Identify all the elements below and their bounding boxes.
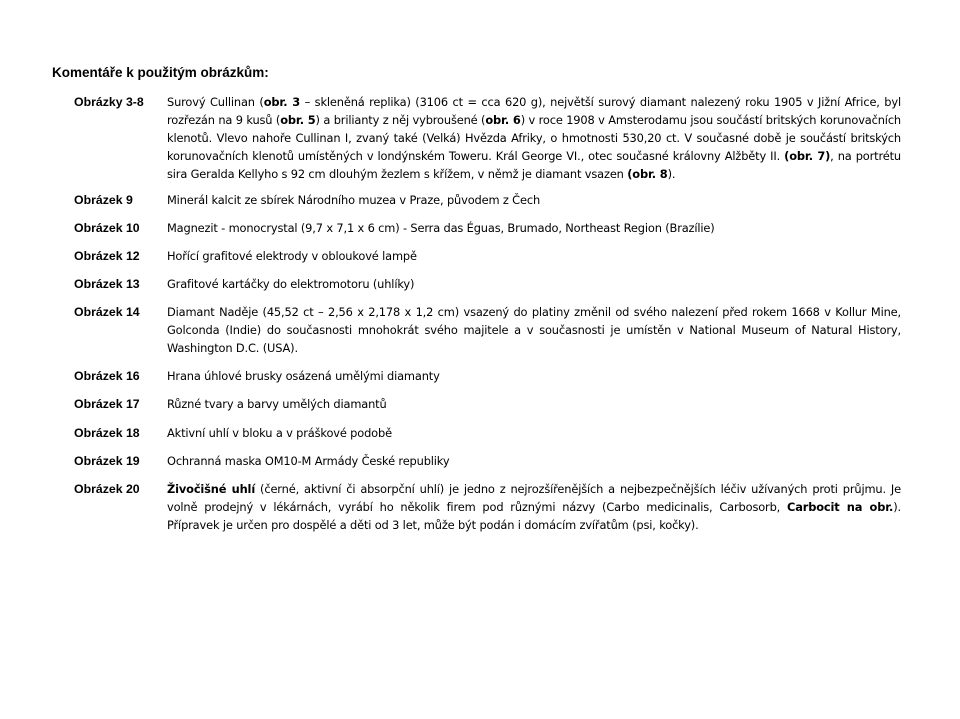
figure-label: Obrázek 14: [74, 305, 140, 319]
figure-label: Obrázek 13: [74, 277, 140, 291]
figure-description: [167, 93, 901, 183]
figure-ref: obr. 6: [485, 113, 521, 127]
text-segment: Hrana úhlové brusky osázená umělými diamanty: [167, 369, 440, 383]
page-title: Komentáře k použitým obrázkům:: [52, 65, 269, 80]
figure-description: [167, 219, 901, 237]
text-segment: , na portrétu sira Geralda Kellyho s 92 cm dlouhým žezlem s křížem, v němž je diamant vsazen: [167, 149, 901, 181]
figure-label: Obrázek 19: [74, 454, 140, 468]
text-segment: Diamant Naděje (45,52 ct – 2,56 x 2,178 x 1,2 cm) vsazený do platiny změnil od svého nalezení před rokem 1668 v Kollur Mine, Golconda (Indie) do současnosti mnohokrát svého majitele a v současnosti je umístěn v National Museum of Natural History, Washington D.C. (USA).: [167, 305, 901, 355]
text-segment: Hořící grafitové elektrody v obloukové lampě: [167, 249, 417, 263]
text-segment: ) a brilianty z něj vybroušené (: [315, 113, 486, 127]
figure-label: Obrázek 9: [74, 193, 133, 207]
figure-ref: (obr. 7): [784, 149, 831, 163]
text-segment: ).: [667, 167, 676, 181]
figure-description: [167, 191, 901, 209]
text-segment: Surový Cullinan (: [167, 95, 264, 109]
figure-label: Obrázek 20: [74, 482, 140, 496]
figure-description: [167, 247, 901, 265]
figure-description: [167, 367, 901, 385]
figure-label: Obrázek 16: [74, 369, 140, 383]
product-name: Živočišné uhlí: [167, 482, 256, 496]
figure-label: Obrázek 17: [74, 397, 140, 411]
figure-description: [167, 275, 901, 293]
figure-description: [167, 424, 901, 442]
text-segment: Grafitové kartáčky do elektromotoru (uhlíky): [167, 277, 415, 291]
text-segment: Magnezit - monocrystal (9,7 x 7,1 x 6 cm) - Serra das Éguas, Brumado, Northeast Region (Brazílie): [167, 221, 715, 235]
figure-label: Obrázek 18: [74, 426, 140, 440]
figure-description: [167, 303, 901, 357]
figure-label: Obrázek 10: [74, 221, 140, 235]
text-segment: (černé, aktivní či absorpční uhlí) je jedno z nejrozšířenějších a nejbezpečnějších léčiv užívaných proti průjmu. Je volně prodejný v lékárnách, vyrábí ho několik firem pod různými názvy (Carbo medicinalis, Carbosorb,: [167, 482, 902, 514]
text-segment: – skleněná replika) (3106 ct = cca 620 g), největší surový diamant nalezený roku 1905 v Jižní Africe, byl rozřezán na 9 kusů (: [167, 95, 901, 127]
text-segment: ) v roce 1908 v Amsterodamu jsou součástí britských korunovačních klenotů. Vlevo nahoře Cullinan I, zvaný také (Velká) Hvězda Afriky, o hmotnosti 530,20 ct. V současné době je součástí britských korunovačních klenotů umístěných v londýnském Toweru. Král George VI., otec současné královny Alžběty II.: [167, 113, 901, 163]
text-segment: ). Přípravek je určen pro dospělé a děti od 3 let, může být podán i domácím zvířatům (psi, kočky).: [167, 500, 901, 532]
text-segment: Minerál kalcit ze sbírek Národního muzea v Praze, původem z Čech: [167, 193, 541, 207]
figure-description: [167, 395, 901, 413]
text-segment: Různé tvary a barvy umělých diamantů: [167, 397, 387, 411]
figure-label: Obrázek 12: [74, 249, 140, 263]
figure-description: [167, 452, 901, 470]
figure-ref: Carbocit na obr.: [787, 500, 894, 514]
figure-ref: obr. 3: [263, 95, 301, 109]
figure-description: [167, 480, 901, 534]
figure-label: Obrázky 3-8: [74, 95, 144, 109]
text-segment: Ochranná maska OM10-M Armády České republiky: [167, 454, 450, 468]
figure-ref: (obr. 8: [627, 167, 668, 181]
text-segment: Aktivní uhlí v bloku a v práškové podobě: [167, 426, 392, 440]
figure-ref: obr. 5: [280, 113, 316, 127]
